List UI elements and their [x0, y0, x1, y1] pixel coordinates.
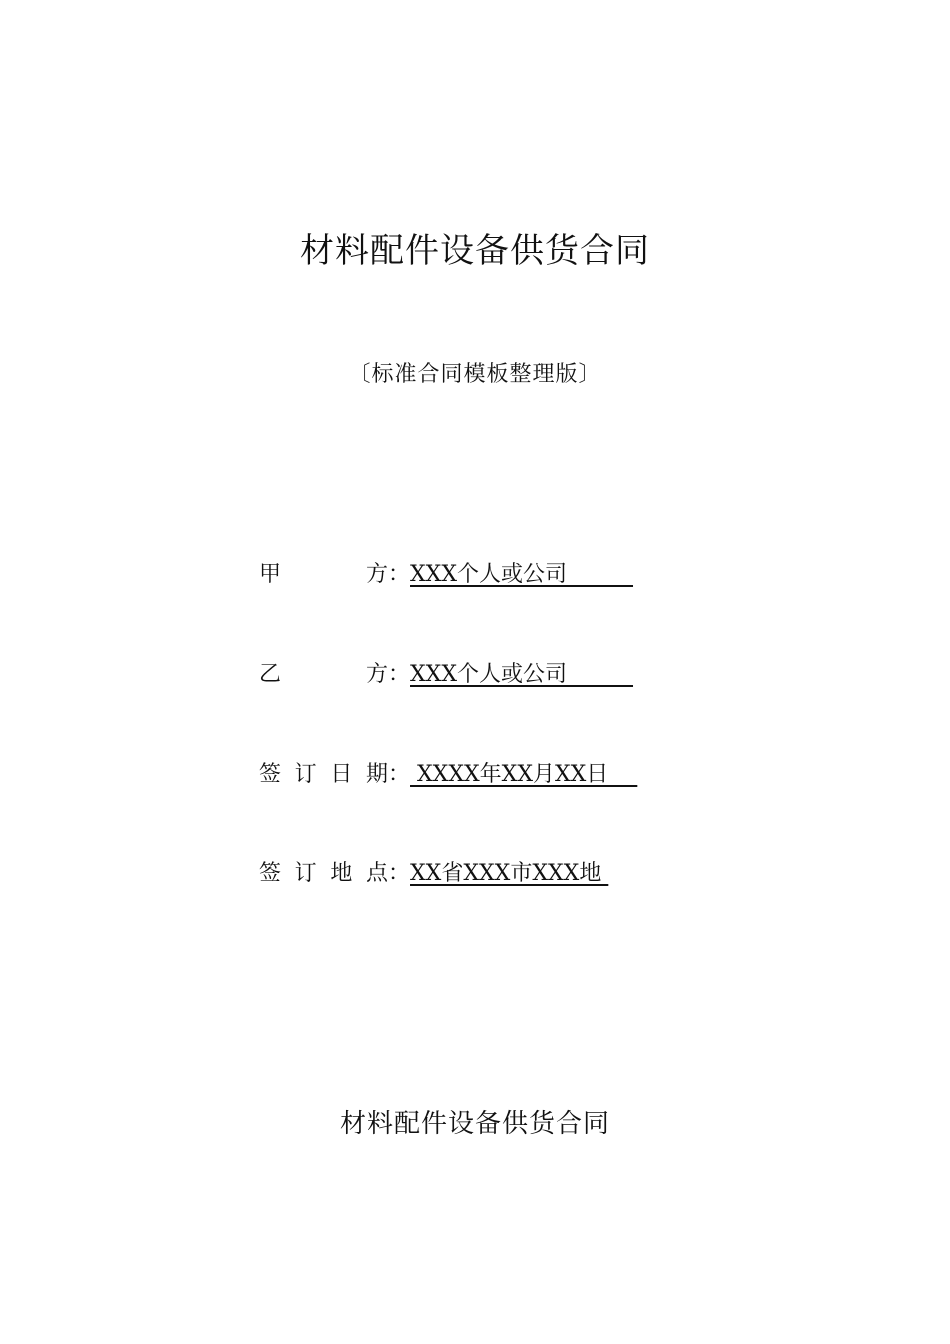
- signing-date-label: 签订日期: [259, 762, 388, 787]
- party-b-row: [259, 658, 633, 692]
- party-b-value: XXX个人或公司: [410, 662, 634, 687]
- party-a-label: 甲 方: [259, 562, 388, 587]
- party-a-colon: ：: [388, 562, 411, 587]
- signing-place-label: 签订地点: [259, 861, 388, 886]
- signing-date-value: XXXX年XX月XX日: [410, 762, 638, 787]
- signing-place-colon: ：: [388, 861, 411, 886]
- signing-date-colon: ：: [388, 762, 411, 787]
- document-subtitle: 〔标准合同模板整理版〕: [348, 362, 602, 387]
- party-b-colon: ：: [388, 662, 411, 687]
- body-section-title: 材料配件设备供货合同: [339, 1109, 610, 1139]
- signing-place-row: [259, 857, 608, 891]
- signing-place-value: XX省XXX市XXX地: [410, 861, 609, 886]
- party-a-value: XXX个人或公司: [410, 562, 634, 587]
- party-a-row: [259, 558, 633, 592]
- signing-date-row: [259, 758, 637, 792]
- document-title: 材料配件设备供货合同: [300, 231, 650, 271]
- party-b-label: 乙 方: [259, 662, 388, 687]
